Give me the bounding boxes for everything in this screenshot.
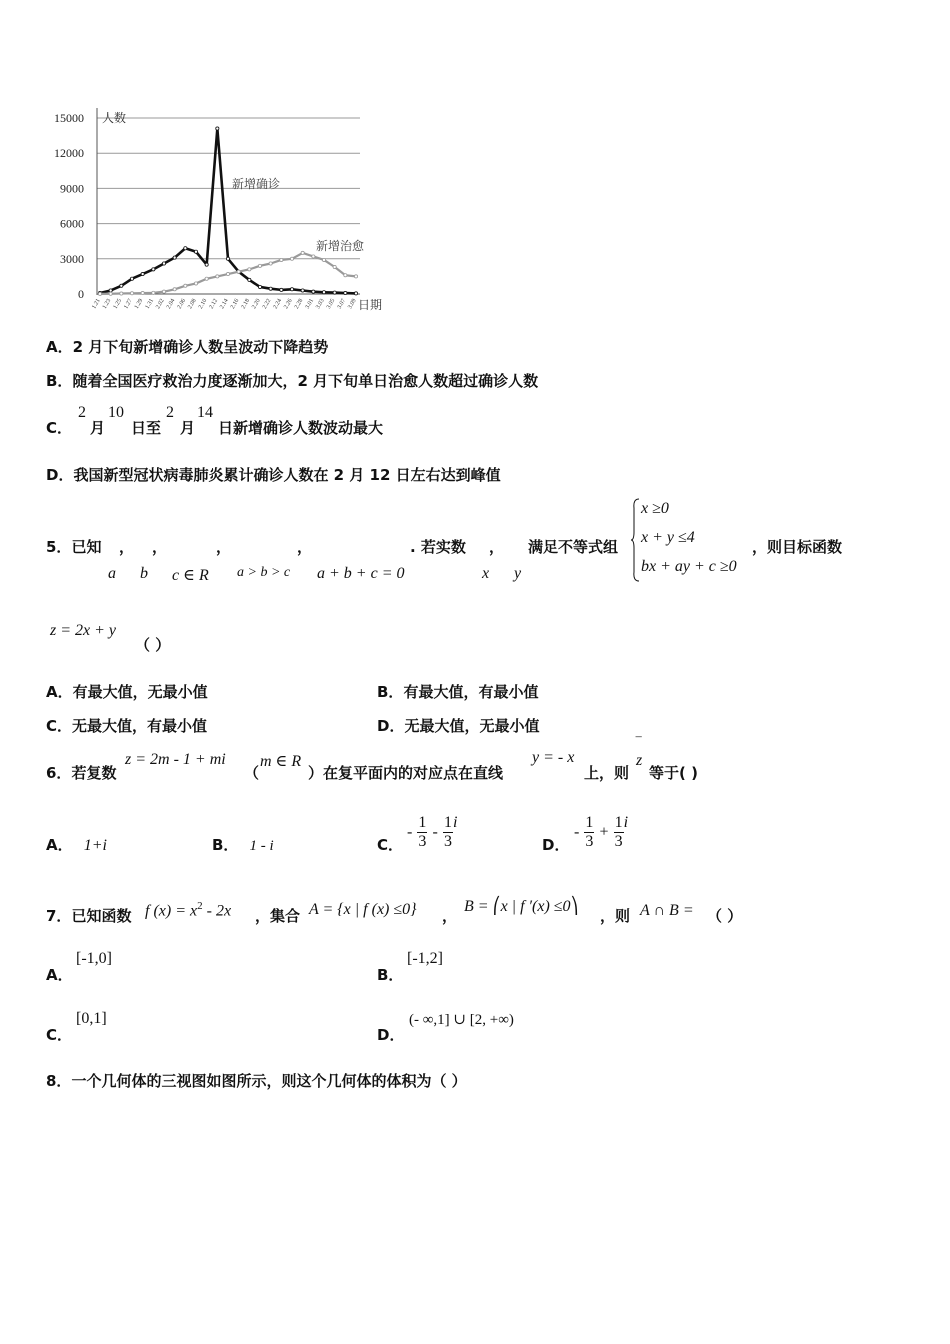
option-text: 无最大值，有最小值 (72, 717, 208, 735)
option-letter: D． (542, 836, 570, 854)
option-letter: B． (212, 836, 239, 854)
question-number: 8． (46, 1072, 72, 1090)
q5-option-d[interactable] (377, 715, 539, 736)
data-point (162, 290, 165, 293)
question-number: 7． (46, 907, 72, 925)
data-point (120, 292, 123, 295)
data-point (216, 275, 219, 278)
option-expr: [0,1] (76, 1010, 107, 1027)
imaginary-unit: i (623, 814, 629, 831)
option-text: 有最大值，有最小值 (403, 683, 539, 701)
q6-option-b[interactable] (212, 834, 274, 855)
data-point (269, 262, 272, 265)
data-point (130, 292, 133, 295)
month-number: 2 (78, 404, 86, 421)
data-point (280, 288, 283, 291)
numerator: 1 (443, 814, 452, 831)
x-tick-label: 1.25 (112, 298, 124, 311)
order-condition: a > b > c (237, 565, 291, 580)
q6-stem-start (46, 762, 116, 783)
option-letter: A． (46, 966, 73, 984)
y-tick-label: 15000 (54, 111, 84, 125)
complex-number: z = 2m - 1 + mi (125, 751, 226, 768)
option-letter: B． (377, 966, 404, 984)
data-point (322, 291, 325, 294)
q4-option-c[interactable] (46, 404, 466, 440)
option-letter: B． (46, 372, 73, 390)
function-def (145, 900, 231, 920)
data-point (141, 291, 144, 294)
data-point (248, 278, 251, 281)
data-point (205, 263, 208, 266)
imaginary-unit: i (452, 814, 458, 831)
data-point (301, 251, 304, 254)
data-point (226, 272, 229, 275)
x-tick-label: 2.06 (176, 298, 188, 311)
option-text: 2 月下旬新增确诊人数呈波动下降趋势 (72, 338, 329, 356)
denominator: 3 (418, 833, 427, 850)
option-expr: [-1,2] (407, 950, 443, 967)
q6-paren-left: （ (244, 764, 260, 782)
question-number: 6． (46, 764, 72, 782)
q5-option-b[interactable] (377, 681, 538, 702)
q5-text-objective: ，则目标函数 (752, 538, 843, 556)
option-letter: A． (46, 683, 73, 701)
chart-gridlines (97, 118, 360, 259)
option-letter: D． (46, 466, 74, 484)
option-expr: [-1,0] (76, 950, 112, 967)
answer-paren: （ ） (707, 907, 743, 925)
q5-text-real: . 若实数 (410, 538, 466, 556)
data-point (226, 257, 229, 260)
q6-text-complex: 若复数 (71, 764, 117, 782)
x-tick-label: 2.10 (197, 298, 209, 311)
q6-text-then: 上，则 (584, 764, 630, 782)
data-point (290, 288, 293, 291)
inequality-3: bx + ay + c ≥0 (641, 558, 737, 575)
inequality-system (630, 498, 750, 582)
x-tick-label: 2.16 (229, 298, 241, 311)
data-point (322, 258, 325, 261)
q5-comma: ， (119, 538, 135, 556)
x-tick-label: 2.12 (208, 298, 220, 311)
y-tick-label: 3000 (60, 251, 84, 266)
q7-comma: ， (442, 907, 458, 925)
option-letter: A． (46, 836, 73, 854)
line-chart (40, 100, 390, 320)
data-point (173, 256, 176, 259)
data-point (109, 289, 112, 292)
x-tick-label: 1.29 (133, 298, 145, 311)
month-label: 月 (180, 419, 196, 437)
x-tick-label: 1.31 (144, 298, 156, 311)
x-tick-label: 2.08 (187, 298, 198, 311)
y-tick-label: 12000 (54, 146, 84, 161)
denominator: 3 (585, 833, 594, 850)
option-text: 无最大值，无最小值 (404, 717, 540, 735)
inequality-2: x + y ≤4 (641, 529, 695, 546)
q5-comma: ， (152, 538, 168, 556)
numerator: 1 (614, 814, 623, 831)
set-b: B = ⎛x | f ′(x) ≤0⎞ (464, 898, 579, 915)
data-point (290, 257, 293, 260)
q5-comma: ， (489, 538, 505, 556)
data-point (301, 289, 304, 292)
data-point (152, 268, 155, 271)
data-point (184, 284, 187, 287)
q5-text-given: 已知 (71, 538, 102, 556)
var-y: y (514, 565, 522, 582)
data-point (194, 250, 197, 253)
var-b: b (140, 565, 148, 582)
option-text: 随着全国医疗救治力度逐渐加大，2 月下旬单日治愈人数超过确诊人数 (72, 372, 539, 390)
x-tick-label: 2.02 (155, 298, 166, 311)
x-tick-label: 3.03 (315, 298, 326, 311)
q5-text-satisfy: 满足不等式组 (528, 538, 619, 556)
data-point (269, 287, 272, 290)
day-to-label: 日至 (131, 419, 162, 437)
option-text: 我国新型冠状病毒肺炎累计确诊人数在 2 月 12 日左右达到峰值 (73, 466, 501, 484)
data-point (141, 272, 144, 275)
x-tick-label: 3.07 (336, 298, 348, 311)
option-expr: 1 - i (249, 838, 274, 854)
q4-option-d[interactable] (46, 464, 501, 485)
function-expr-tail: - 2x (202, 902, 232, 920)
x-tick-label: 2.22 (261, 298, 273, 311)
fraction (614, 814, 624, 851)
data-point (130, 277, 133, 280)
data-point (194, 282, 197, 285)
x-tick-label: 1.23 (101, 298, 113, 311)
q5-stem-line (46, 536, 101, 557)
option-letter: B． (377, 683, 404, 701)
data-point (120, 284, 123, 287)
minus-sign: - (574, 823, 580, 841)
y-axis-label: 人数 (102, 111, 127, 125)
x-tick-label: 2.28 (293, 298, 305, 311)
x-tick-label: 3.01 (304, 298, 316, 311)
sum-condition: a + b + c = 0 (317, 565, 405, 582)
chart-series (98, 127, 357, 296)
intersection: A ∩ B = (640, 902, 694, 919)
data-point (344, 274, 347, 277)
option-letter: C． (46, 1026, 73, 1044)
q6-option-a[interactable] (46, 834, 107, 855)
data-point (333, 291, 336, 294)
set-condition: c ∈ R (172, 567, 209, 584)
data-point (312, 290, 315, 293)
q6-text-line: ）在复平面内的对应点在直线 (308, 764, 504, 782)
x-tick-label: 2.26 (283, 298, 294, 311)
q4-option-b[interactable] (46, 370, 538, 391)
x-tick-label: 2.24 (272, 298, 284, 311)
option-text: 有最大值，无最小值 (72, 683, 208, 701)
fraction (417, 814, 427, 851)
plus-sign: + (599, 823, 609, 841)
data-point (258, 285, 261, 288)
fraction (443, 814, 453, 851)
q7-stem-start (46, 905, 131, 926)
denominator: 3 (443, 833, 452, 850)
function-expr: f (x) = x (145, 902, 198, 920)
q7-text-then: ，则 (600, 907, 631, 925)
option-letter: D． (377, 1026, 405, 1044)
y-tick-label: 6000 (60, 216, 84, 231)
minus-sign: - (407, 823, 413, 841)
data-point (258, 264, 261, 267)
line-equation: y = - x (532, 749, 575, 766)
q5-comma: ， (216, 538, 232, 556)
option-text: 日新增确诊人数波动最大 (218, 419, 384, 437)
data-point (173, 288, 176, 291)
minus-sign: - (432, 823, 438, 841)
data-point (184, 247, 187, 250)
data-point (205, 277, 208, 280)
q7-text-set: ，集合 (255, 907, 301, 925)
legend-cured: 新增治愈 (316, 239, 365, 253)
q5-option-a[interactable] (46, 681, 208, 702)
x-tick-label: 2.14 (219, 298, 230, 311)
y-axis-ticks (54, 111, 84, 301)
option-letter: A． (46, 338, 73, 356)
denominator: 3 (614, 833, 623, 850)
fraction (584, 814, 594, 851)
var-x: x (482, 565, 490, 582)
data-point (162, 262, 165, 265)
day-number: 14 (197, 404, 213, 421)
data-point (248, 268, 251, 271)
option-letter: C． (46, 419, 73, 437)
x-tick-label: 3.09 (347, 298, 358, 311)
q4-option-a[interactable] (46, 336, 328, 357)
conjugate-bar: ‾ (636, 736, 642, 753)
question-number: 5． (46, 538, 72, 556)
q6-text-equals: 等于( ) (649, 764, 698, 782)
y-tick-label: 9000 (60, 181, 84, 196)
option-expr: (- ∞,1] ∪ [2, +∞) (409, 1012, 514, 1028)
data-point (152, 291, 155, 294)
answer-paren: （ ） (135, 636, 171, 654)
set-a: A = {x | f (x) ≤0} (309, 901, 417, 918)
data-point (109, 292, 112, 295)
option-letter: C． (377, 836, 404, 854)
day-number: 10 (108, 404, 124, 421)
x-tick-label: 2.04 (165, 298, 177, 311)
data-point (280, 258, 283, 261)
conjugate-z: z (636, 752, 643, 769)
data-point (354, 275, 357, 278)
option-letter: D． (377, 717, 405, 735)
q8-stem (46, 1070, 467, 1091)
data-point (216, 127, 219, 130)
inequality-1: x ≥0 (641, 500, 669, 517)
data-point (354, 292, 357, 295)
numerator: 1 (418, 814, 427, 831)
x-tick-label: 2.18 (240, 298, 252, 311)
q7-text-function: 已知函数 (71, 907, 132, 925)
exponent: 2 (197, 900, 203, 912)
x-axis-label: 日期 (358, 298, 383, 312)
x-tick-label: 1.21 (91, 298, 102, 311)
var-a: a (108, 565, 116, 582)
month-label: 月 (90, 419, 106, 437)
x-axis-ticks (91, 298, 357, 310)
y-tick-label: 0 (78, 287, 84, 301)
q8-text: 一个几何体的三视图如图所示，则这个几何体的体积为（ ） (71, 1072, 467, 1090)
x-tick-label: 2.20 (251, 298, 262, 311)
data-point (344, 291, 347, 294)
real-condition: m ∈ R (260, 753, 302, 770)
data-point (98, 292, 101, 295)
objective-function: z = 2x + y (50, 622, 117, 639)
data-point (237, 270, 240, 273)
legend-confirmed: 新增确诊 (232, 177, 281, 191)
option-letter: C． (46, 717, 73, 735)
q5-option-c[interactable] (46, 715, 207, 736)
month-number: 2 (166, 404, 174, 421)
numerator: 1 (585, 814, 594, 831)
data-point (312, 255, 315, 258)
x-tick-label: 3.05 (325, 298, 337, 311)
q5-comma: ， (297, 538, 313, 556)
option-expr: 1+i (83, 837, 107, 854)
data-point (333, 265, 336, 268)
left-brace-icon (630, 498, 640, 582)
x-tick-label: 1.27 (123, 298, 134, 311)
